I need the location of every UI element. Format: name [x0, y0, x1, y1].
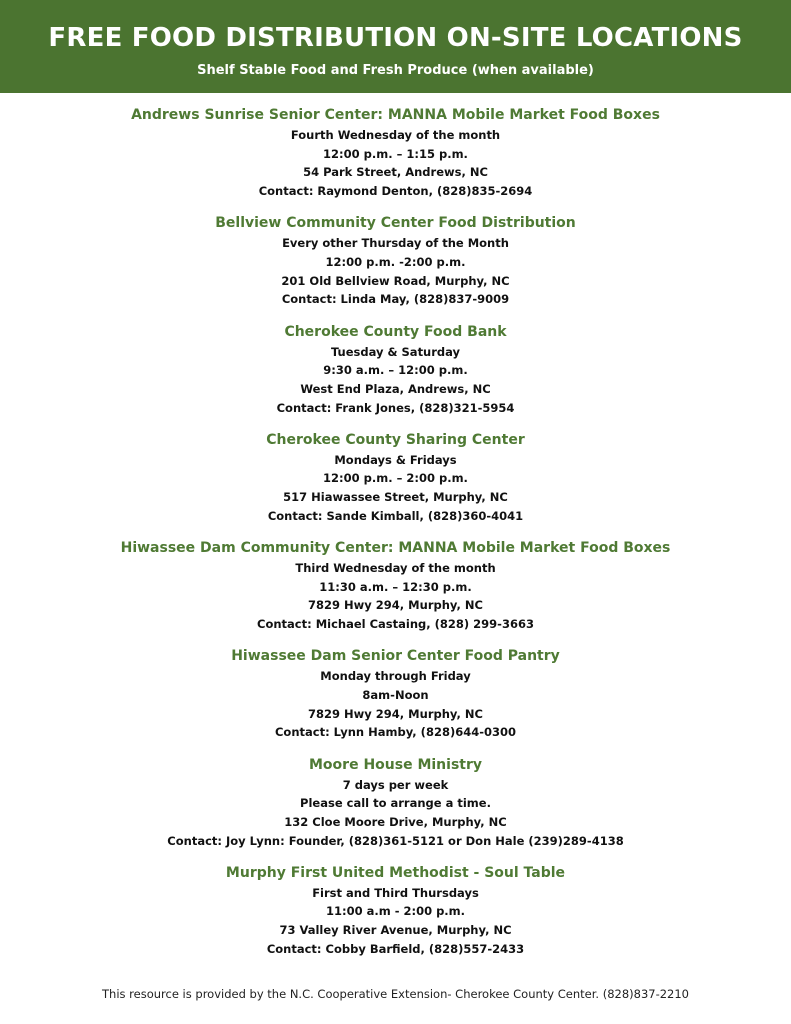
- location-name: Hiwassee Dam Senior Center Food Pantry: [231, 648, 560, 665]
- location-murphy-methodist: [0, 862, 791, 959]
- location-contact: Contact: Sande Kimball, (828)360-4041: [267, 508, 524, 523]
- location-name: Andrews Sunrise Senior Center: MANNA Mobile Market Food Boxes: [131, 107, 660, 123]
- location-name: Cherokee County Food Bank: [284, 323, 507, 340]
- footer-credit: This resource is provided by the N.C. Cooperative Extension- Cherokee County Center. (828)837-2210: [102, 987, 689, 1001]
- location-cherokee-sharing-center: [0, 429, 791, 526]
- location-schedule: First and Third Thursdays: [312, 885, 479, 900]
- page-title: FREE FOOD DISTRIBUTION ON-SITE LOCATIONS: [48, 23, 743, 53]
- location-name: Hiwassee Dam Community Center: MANNA Mobile Market Food Boxes: [120, 540, 671, 556]
- location-hiwassee-dam-senior: [0, 645, 791, 742]
- location-contact: Contact: Cobby Barfield, (828)557-2433: [266, 941, 525, 956]
- location-address: West End Plaza, Andrews, NC: [300, 381, 491, 396]
- location-schedule: 7 days per week: [342, 777, 449, 792]
- location-bellview: [0, 212, 791, 309]
- location-schedule: Third Wednesday of the month: [295, 561, 496, 575]
- location-address: 517 Hiawassee Street, Murphy, NC: [283, 490, 508, 505]
- location-schedule: Fourth Wednesday of the month: [290, 128, 501, 142]
- location-time: 9:30 a.m. – 12:00 p.m.: [323, 363, 468, 378]
- location-name: Cherokee County Sharing Center: [266, 431, 525, 448]
- location-schedule: Mondays & Fridays: [334, 452, 457, 467]
- location-address: 73 Valley River Avenue, Murphy, NC: [279, 923, 512, 938]
- location-time: 12:00 p.m. – 1:15 p.m.: [323, 146, 468, 161]
- location-moore-house: [0, 754, 791, 851]
- location-andrews-sunrise: [0, 104, 791, 201]
- location-contact: Contact: Linda May, (828)837-9009: [281, 292, 510, 307]
- location-contact: Contact: Lynn Hamby, (828)644-0300: [274, 725, 516, 740]
- location-schedule: Monday through Friday: [320, 669, 471, 684]
- location-time: 11:00 a.m - 2:00 p.m.: [325, 904, 466, 919]
- location-address: 201 Old Bellview Road, Murphy, NC: [281, 273, 510, 288]
- location-contact: Contact: Raymond Denton, (828)835-2694: [258, 184, 533, 199]
- location-address: 7829 Hwy 294, Murphy, NC: [308, 706, 483, 721]
- location-schedule: Tuesday & Saturday: [330, 344, 461, 359]
- header-banner: [0, 0, 791, 93]
- locations-list: [0, 104, 791, 970]
- location-time: 12:00 p.m. – 2:00 p.m.: [323, 471, 468, 486]
- location-time: 12:00 p.m. -2:00 p.m.: [325, 254, 466, 269]
- location-time: Please call to arrange a time.: [300, 796, 491, 811]
- page-subtitle: Shelf Stable Food and Fresh Produce (when available): [197, 63, 594, 78]
- location-name: Moore House Ministry: [309, 756, 482, 773]
- location-address: 132 Cloe Moore Drive, Murphy, NC: [284, 814, 507, 829]
- location-time: 8am-Noon: [362, 687, 429, 702]
- location-contact: Contact: Joy Lynn: Founder, (828)361-5121 or Don Hale (239)289-4138: [167, 833, 624, 848]
- location-address: 7829 Hwy 294, Murphy, NC: [308, 598, 483, 613]
- location-address: 54 Park Street, Andrews, NC: [303, 165, 488, 180]
- location-contact: Contact: Frank Jones, (828)321-5954: [276, 400, 515, 415]
- location-name: Murphy First United Methodist - Soul Table: [225, 864, 566, 881]
- location-hiwassee-dam-community: [0, 537, 791, 634]
- location-schedule: Every other Thursday of the Month: [282, 236, 509, 251]
- location-contact: Contact: Michael Castaing, (828) 299-3663: [257, 617, 534, 632]
- location-name: Bellview Community Center Food Distribution: [215, 215, 576, 232]
- location-time: 11:30 a.m. – 12:30 p.m.: [319, 579, 472, 594]
- location-cherokee-food-bank: [0, 321, 791, 418]
